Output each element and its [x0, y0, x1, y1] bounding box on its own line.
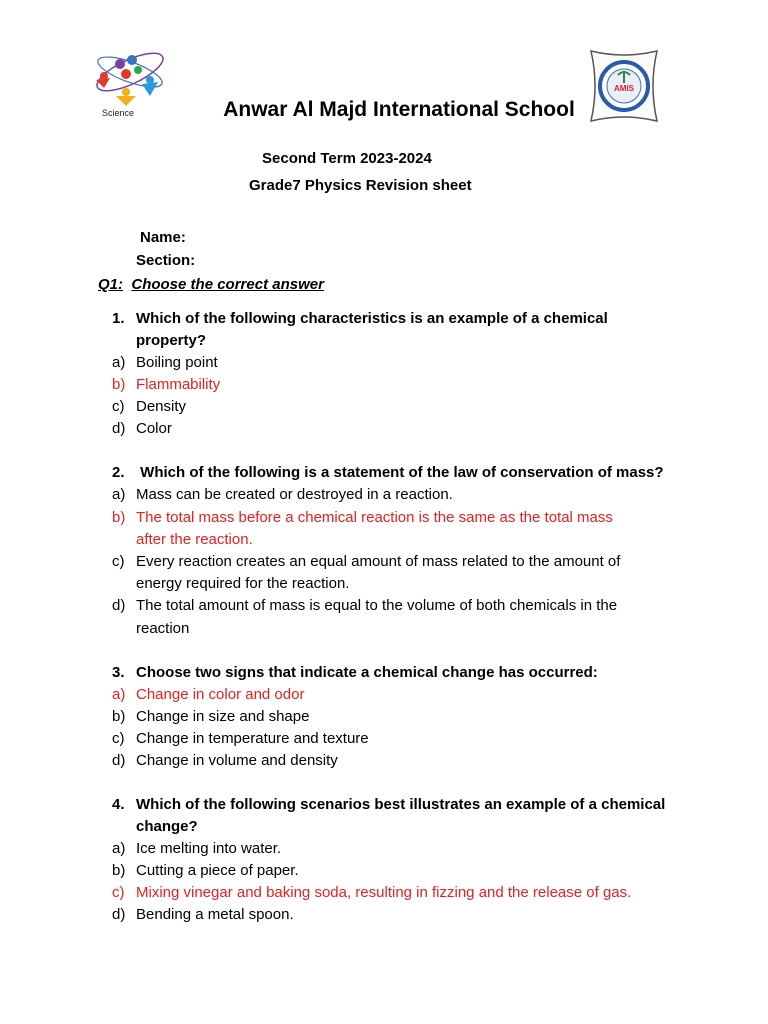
name-label: Name: — [140, 229, 186, 246]
option-3b: b) Change in size and shape — [112, 708, 310, 725]
option-2b-correct: b) The total mass before a chemical reaction is the same as the total mass — [112, 509, 613, 526]
option-1c: c) Density — [112, 398, 187, 415]
option-4b: b) Cutting a piece of paper. — [112, 862, 299, 879]
q1-instruction: Choose the correct answer — [131, 276, 324, 293]
question-1 — [112, 310, 608, 327]
option-1b-correct: b) Flammability — [112, 376, 221, 393]
question-text: Which of the following characteristics is an example of a chemical — [136, 310, 608, 327]
sheet-subtitle: Grade7 Physics Revision sheet — [249, 177, 472, 194]
option-2c: c) Every reaction creates an equal amount of mass related to the amount of — [112, 553, 621, 570]
question-4 — [112, 796, 665, 813]
question-3 — [112, 664, 598, 681]
svg-text:AMIS: AMIS — [614, 84, 634, 93]
option-1d: d) Color — [112, 420, 172, 437]
option-2a: a) Mass can be created or destroyed in a reaction. — [112, 486, 453, 503]
question-number: 4. — [112, 796, 125, 813]
option-2b-cont: after the reaction. — [136, 531, 253, 548]
option-2d: d) The total amount of mass is equal to the volume of both chemicals in the — [112, 597, 618, 614]
question-number: 1. — [112, 310, 125, 327]
svg-text:Science: Science — [102, 108, 135, 118]
option-2c-cont: energy required for the reaction. — [136, 575, 350, 592]
question-2 — [112, 464, 664, 481]
option-3c: c) Change in temperature and texture — [112, 730, 369, 747]
question-text: Which of the following is a statement of the law of conservation of mass? — [136, 464, 664, 481]
option-1a: a) Boiling point — [112, 354, 218, 371]
q1-label: Q1: — [98, 276, 124, 293]
option-4c-correct: c) Mixing vinegar and baking soda, resulting in fizzing and the release of gas. — [112, 884, 632, 901]
term-heading: Second Term 2023-2024 — [262, 150, 432, 167]
option-4a: a) Ice melting into water. — [112, 840, 282, 857]
question-text: Which of the following scenarios best illustrates an example of a chemical — [136, 796, 666, 813]
question-number: 3. — [112, 664, 125, 681]
question-text: Choose two signs that indicate a chemical change has occurred: — [136, 664, 598, 681]
option-4d: d) Bending a metal spoon. — [112, 906, 294, 923]
option-2d-cont: reaction — [136, 620, 190, 637]
question-1-heading — [98, 276, 324, 293]
question-text-cont: property? — [136, 332, 207, 349]
question-text-cont: change? — [136, 818, 198, 835]
question-number: 2. — [112, 464, 125, 481]
school-name: Anwar Al Majd International School — [223, 98, 575, 121]
option-3d: d) Change in volume and density — [112, 752, 338, 769]
section-label: Section: — [136, 252, 196, 269]
option-3a-correct: a) Change in color and odor — [112, 686, 305, 703]
